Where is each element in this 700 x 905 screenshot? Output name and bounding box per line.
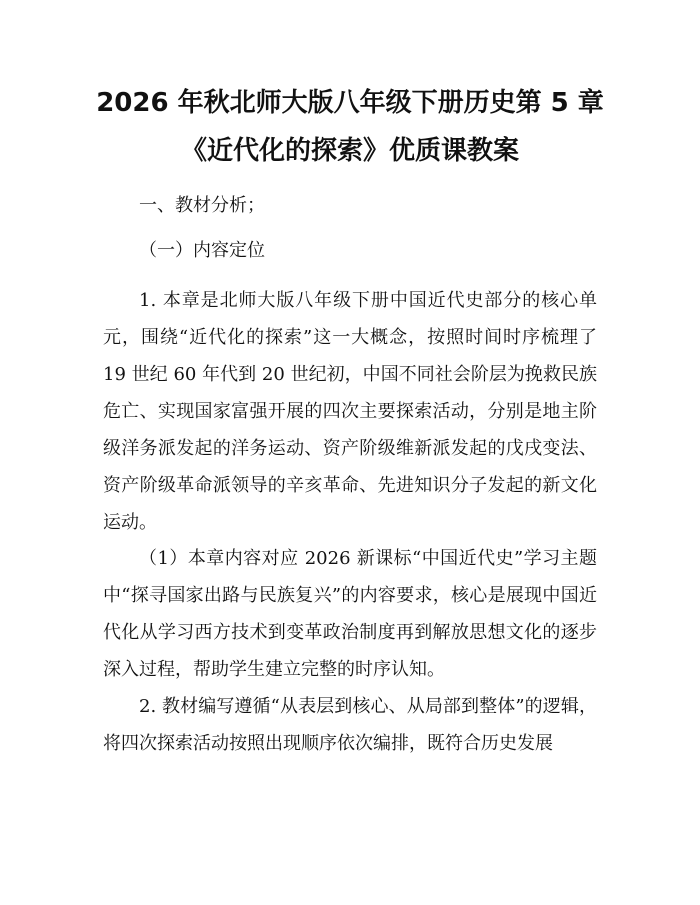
- document-title-line-1: 2026 年秋北师大版八年级下册历史第 5 章: [96, 88, 604, 118]
- subsection-heading-content-positioning: （一）内容定位: [139, 240, 265, 261]
- paragraph-3: 2. 教材编写遵循“从表层到核心、从局部到整体”的逻辑，将四次探索活动按照出现顺序依次编排，既符合历史发展: [103, 696, 597, 754]
- section-heading-teaching-material-analysis: 一、教材分析；: [139, 195, 265, 216]
- paragraph-1: 1. 本章是北师大版八年级下册中国近代史部分的核心单元，围绕“近代化的探索”这一大概念，按照时间时序梳理了 19 世纪 60 年代到 20 世纪初，中国不同社会阶层为挽救民族危亡、实现国家富强开展的四次主要探索活动，分别是地主阶级洋务派发起的洋务运动、资产阶级维新派发起的戊戌变法、资产阶级革命派领导的辛亥革命、先进知识分子发起的新文化运动。: [103, 290, 597, 533]
- paragraph-2: （1）本章内容对应 2026 新课标“中国近代史”学习主题中“探寻国家出路与民族复兴”的内容要求，核心是展现中国近代化从学习西方技术到变革政治制度再到解放思想文化的逐步深入过程，帮助学生建立完整的时序认知。: [103, 548, 597, 680]
- document-title-line-2: 《近代化的探索》优质课教案: [180, 136, 519, 166]
